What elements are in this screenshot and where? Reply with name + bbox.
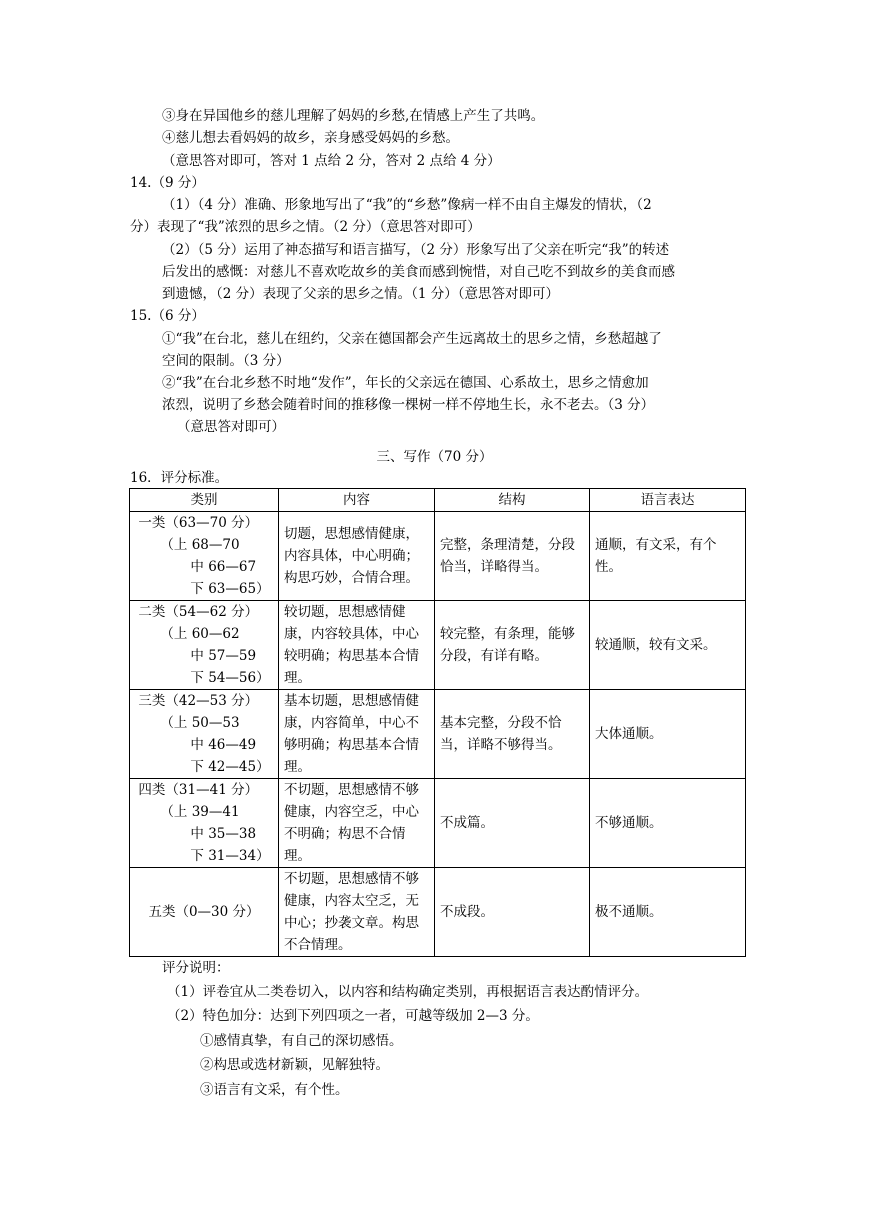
question-16-label: 16．评分标准。 bbox=[130, 470, 229, 486]
notes-sub-item: ②构思或选材新颖，见解独特。 bbox=[200, 1057, 389, 1073]
category-sub: 下 63—65） bbox=[190, 581, 270, 597]
notes-sub-item: ③语言有文采，有个性。 bbox=[200, 1082, 349, 1098]
category-label: 一类（63—70 分） bbox=[138, 515, 259, 531]
header-category: 类别 bbox=[130, 489, 279, 512]
header-language: 语言表达 bbox=[590, 489, 746, 512]
language-cell: 大体通顺。 bbox=[590, 690, 746, 779]
category-sub: （上 50—53 bbox=[160, 715, 240, 731]
category-cell bbox=[130, 868, 279, 957]
category-label: 二类（54—62 分） bbox=[138, 604, 259, 620]
content-cell: 基本切题，思想感情健康，内容简单，中心不够明确；构思基本合情理。 bbox=[279, 690, 435, 779]
category-sub: 中 66—67 bbox=[190, 559, 257, 575]
question-15-label: 15.（6 分） bbox=[130, 308, 205, 324]
structure-cell: 不成段。 bbox=[435, 868, 590, 957]
structure-cell: 基本完整，分段不恰当，详略不够得当。 bbox=[435, 690, 590, 779]
q15-line: 空间的限制。（3 分） bbox=[162, 353, 290, 369]
notes-title: 评分说明： bbox=[162, 960, 230, 976]
language-cell: 不够通顺。 bbox=[590, 779, 746, 868]
q14-line: 分）表现了“我”浓烈的思乡之情。（2 分）（意思答对即可） bbox=[130, 219, 481, 235]
q15-line: ①“我”在台北，慈儿在纽约，父亲在德国都会产生远离故土的思乡之情，乡愁超越了 bbox=[162, 331, 662, 347]
category-label: 五类（0—30 分） bbox=[148, 904, 260, 920]
category-label: 四类（31—41 分） bbox=[138, 782, 259, 798]
content-cell: 较切题，思想感情健康，内容较具体，中心较明确；构思基本合情理。 bbox=[279, 601, 435, 690]
category-sub: 中 35—38 bbox=[190, 826, 257, 842]
language-cell: 通顺，有文采，有个性。 bbox=[590, 512, 746, 601]
q15-line: 浓烈，说明了乡愁会随着时间的推移像一棵树一样不停地生长，永不老去。（3 分） bbox=[162, 397, 655, 413]
table-row bbox=[130, 601, 746, 690]
content-cell: 切题，思想感情健康，内容具体，中心明确；构思巧妙，合情合理。 bbox=[279, 512, 435, 601]
table-row bbox=[130, 779, 746, 868]
content-cell: 不切题，思想感情不够健康，内容空乏，中心不明确；构思不合情理。 bbox=[279, 779, 435, 868]
category-sub: 下 54—56） bbox=[190, 670, 270, 686]
notes-sub-item: ①感情真挚，有自己的深切感悟。 bbox=[200, 1033, 403, 1049]
language-cell: 极不通顺。 bbox=[590, 868, 746, 957]
table-row bbox=[130, 868, 746, 957]
section-title: 三、写作（70 分） bbox=[376, 449, 493, 465]
content-cell: 不切题，思想感情不够健康，内容太空乏，无中心；抄袭文章。构思不合情理。 bbox=[279, 868, 435, 957]
question-14-label: 14.（9 分） bbox=[130, 175, 205, 191]
category-sub: （上 39—41 bbox=[160, 804, 240, 820]
category-sub: 中 46—49 bbox=[190, 737, 257, 753]
category-sub: （上 68—70 bbox=[160, 537, 240, 553]
notes-item: （2）特色加分：达到下列四项之一者，可越等级加 2—3 分。 bbox=[167, 1008, 539, 1024]
structure-cell: 完整，条理清楚，分段恰当，详略得当。 bbox=[435, 512, 590, 601]
table-row bbox=[130, 512, 746, 601]
header-content: 内容 bbox=[279, 489, 435, 512]
category-sub: 中 57—59 bbox=[190, 648, 257, 664]
category-sub: 下 42—45） bbox=[190, 759, 270, 775]
category-cell bbox=[130, 779, 279, 868]
category-sub: （上 60—62 bbox=[160, 626, 240, 642]
category-cell bbox=[130, 601, 279, 690]
category-cell bbox=[130, 690, 279, 779]
answer-line: ④慈儿想去看妈妈的故乡，亲身感受妈妈的乡愁。 bbox=[162, 130, 459, 146]
table-header-row bbox=[130, 489, 746, 512]
category-sub: 下 31—34） bbox=[190, 848, 270, 864]
structure-cell: 较完整，有条理，能够分段，有详有略。 bbox=[435, 601, 590, 690]
table-row bbox=[130, 690, 746, 779]
notes-item: （1）评卷宜从二类卷切入，以内容和结构确定类别，再根据语言表达酌情评分。 bbox=[167, 984, 649, 1000]
header-structure: 结构 bbox=[435, 489, 590, 512]
category-label: 三类（42—53 分） bbox=[138, 693, 259, 709]
q14-line: （2）（5 分）运用了神态描写和语言描写，（2 分）形象写出了父亲在听完“我”的转述 bbox=[162, 242, 670, 258]
answer-line: ③身在异国他乡的慈儿理解了妈妈的乡愁,在情感上产生了共鸣。 bbox=[162, 108, 545, 124]
language-cell: 较通顺，较有文采。 bbox=[590, 601, 746, 690]
scoring-table bbox=[129, 488, 746, 957]
category-cell bbox=[130, 512, 279, 601]
answer-line: （意思答对即可，答对 1 点给 2 分，答对 2 点给 4 分） bbox=[162, 153, 501, 169]
q14-line: 到遗憾，（2 分）表现了父亲的思乡之情。（1 分）（意思答对即可） bbox=[162, 286, 560, 302]
q15-line: （意思答对即可） bbox=[177, 419, 285, 435]
q14-line: 后发出的感慨：对慈儿不喜欢吃故乡的美食而感到惋惜，对自己吃不到故乡的美食而感 bbox=[162, 264, 675, 280]
structure-cell: 不成篇。 bbox=[435, 779, 590, 868]
q15-line: ②“我”在台北乡愁不时地“发作”，年长的父亲远在德国、心系故土，思乡之情愈加 bbox=[162, 375, 649, 391]
q14-line: （1）（4 分）准确、形象地写出了“我”的“乡愁”像病一样不由自主爆发的情状，（2 bbox=[162, 197, 652, 213]
